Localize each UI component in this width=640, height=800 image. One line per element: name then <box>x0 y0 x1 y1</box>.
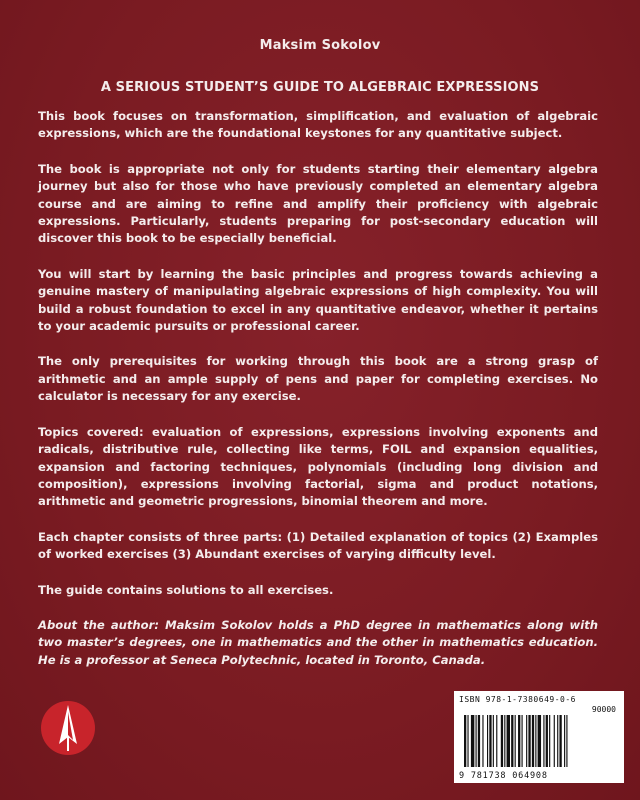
barcode-bar <box>549 715 550 767</box>
blurb-paragraph: The only prerequisites for working through this book are a strong grasp of arithmetic and an ample supply of pens and paper for completing exercises. No calculator is necessary for any exercise. <box>38 354 598 404</box>
ean-digits: 9 781738 064908 <box>459 771 548 781</box>
compass-arrow-icon <box>40 700 96 756</box>
barcode-bar <box>528 715 530 767</box>
barcode-bar <box>504 715 505 767</box>
about-author: About the author: Maksim Sokolov holds a PhD degree in mathematics along with two master’s degrees, one in mathematics and the other in mathematics education. He is a professor at Seneca Polytechnic, located in Toronto, Canada. <box>38 617 598 667</box>
barcode-bar <box>476 715 477 767</box>
barcode-bar <box>518 715 520 767</box>
barcode-bar <box>557 715 558 767</box>
barcode-bar <box>464 715 466 767</box>
blurb <box>38 108 598 687</box>
barcode-bar <box>532 715 534 767</box>
barcode-bar <box>493 715 494 767</box>
barcode-bar <box>511 715 513 767</box>
barcode-bar <box>538 715 541 767</box>
price-code: 90000 <box>591 705 616 714</box>
barcode-bar <box>515 715 516 767</box>
barcode-bar <box>487 715 488 767</box>
barcode-bar <box>559 715 561 767</box>
barcode-bar <box>566 715 567 767</box>
isbn-text: ISBN 978-1-7380649-0-6 <box>459 695 576 704</box>
barcode-bar <box>535 715 536 767</box>
barcode-bar <box>482 715 483 767</box>
barcode-bar <box>526 715 527 767</box>
barcode-bar <box>496 715 497 767</box>
barcode-bar <box>543 715 544 767</box>
barcode-bar <box>507 715 510 767</box>
blurb-paragraph: You will start by learning the basic principles and progress towards achieving a genuine mastery of manipulating algebraic expressions of high complexity. You will build a robust foundation to excel in any quantitative endeavor, whether it pertains to your academic pursuits or professional career. <box>38 266 598 334</box>
barcode-bar <box>489 715 491 767</box>
barcode-bar <box>501 715 503 767</box>
book-title: A SERIOUS STUDENT’S GUIDE TO ALGEBRAIC EXPRESSIONS <box>100 80 540 95</box>
blurb-paragraph: The book is appropriate not only for students starting their elementary algebra journey but also for those who have previously completed an elementary algebra course and are aiming to refine and amplify their proficiency with algebraic expressions. Particularly, students preparing for post-secondary education will discover this book to be especially beneficial. <box>38 161 598 246</box>
blurb-paragraph: The guide contains solutions to all exercises. <box>38 582 334 597</box>
barcode-bar <box>564 715 565 767</box>
barcode-bar <box>554 715 555 767</box>
barcode-bars-icon <box>464 715 614 767</box>
blurb-paragraph: Topics covered: evaluation of expressions, expressions involving exponents and radicals, distributive rule, collecting like terms, FOIL and expansion equalities, expansion and factoring techniques, polynomials (including long division and composition), expressions involving factorial, sigma and product notations, arithmetic and geometric progressions, binomial theorem and more. <box>38 424 598 509</box>
blurb-paragraph: This book focuses on transformation, simplification, and evaluation of algebraic expressions, which are the foundational keystones for any quantitative subject. <box>38 109 598 141</box>
barcode-bar <box>546 715 548 767</box>
blurb-paragraph: Each chapter consists of three parts: (1) Detailed explanation of topics (2) Examples of worked exercises (3) Abundant exercises of varying difficulty level. <box>38 529 598 562</box>
barcode-bar <box>522 715 523 767</box>
barcode-bar <box>467 715 468 767</box>
barcode-bar <box>471 715 474 767</box>
barcode-bar <box>478 715 480 767</box>
isbn-barcode <box>454 691 624 783</box>
author-name: Maksim Sokolov <box>259 38 381 53</box>
